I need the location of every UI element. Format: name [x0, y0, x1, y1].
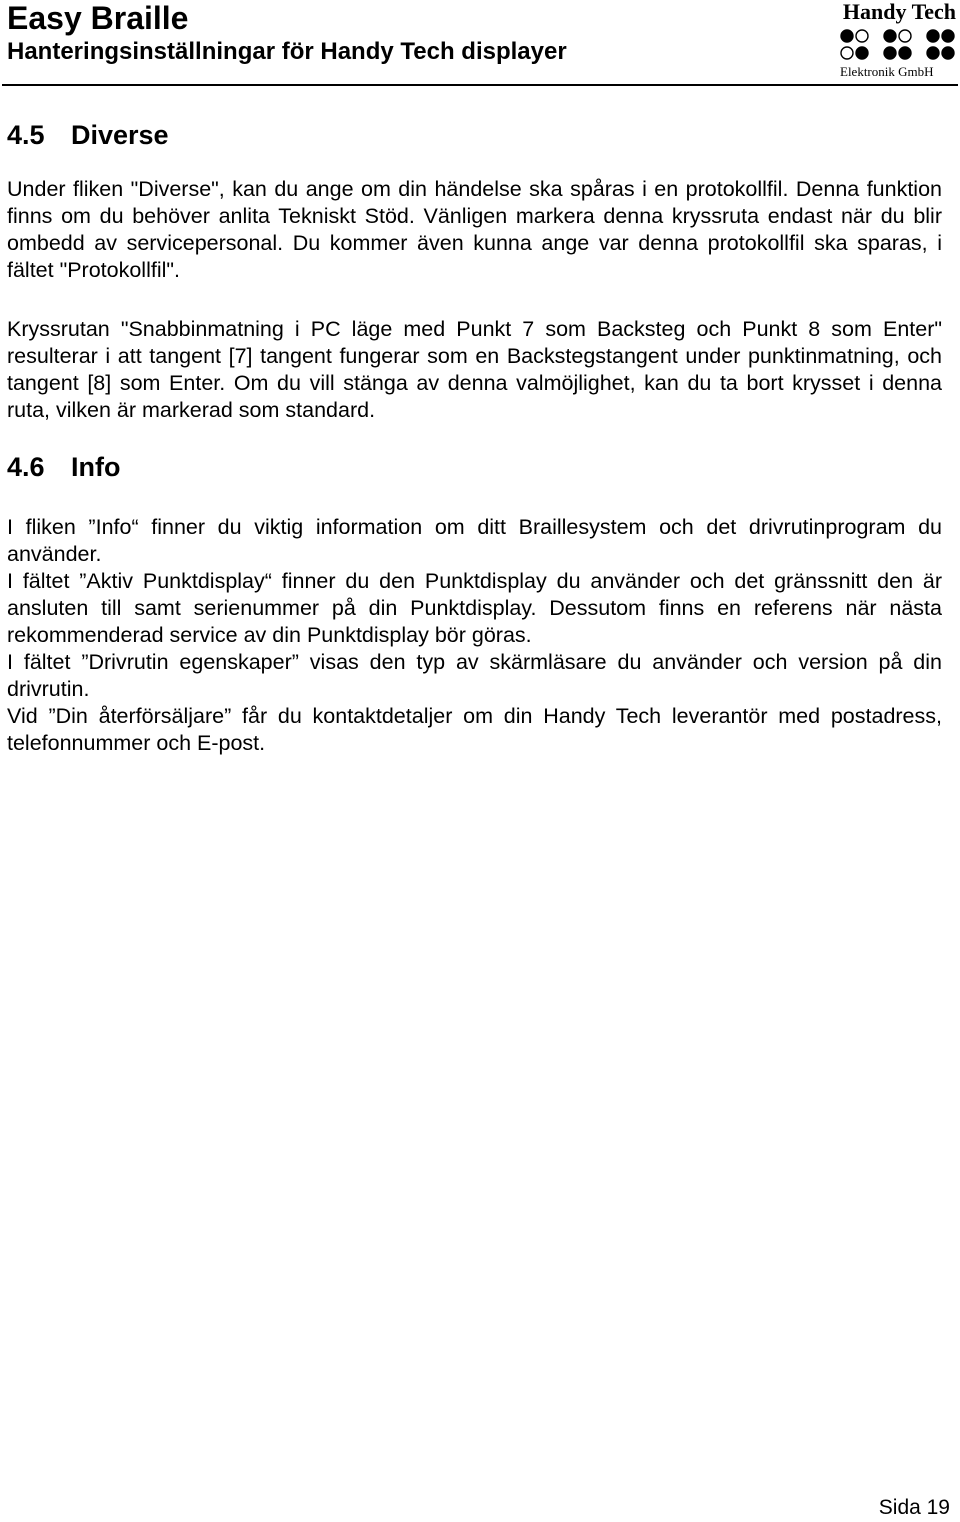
- section-heading-info: [7, 442, 942, 504]
- paragraph: I fliken ”Info“ finner du viktig information om ditt Braillesystem och det drivrutinprogram du använder.: [7, 515, 942, 566]
- logo-name: Handy Tech: [842, 0, 956, 24]
- page-header: [0, 0, 960, 86]
- braille-dots-logo-icon: [838, 28, 960, 62]
- paragraph: Vid ”Din återförsäljare” får du kontaktdetaljer om din Handy Tech leverantör med postadress, telefonnummer och E-post.: [7, 704, 942, 755]
- paragraph: Under fliken "Diverse", kan du ange om din händelse ska spåras i en protokollfil. Denna funktion finns om du behöver anlita Tekniskt Stöd. Vänligen markera denna kryssruta endast när du blir ombedd av servicepersonal. Du kommer även kunna ange var denna protokollfil ska sparas, i fältet "Protokollfil".: [7, 177, 942, 282]
- logo-company: Elektronik GmbH: [840, 64, 934, 79]
- document-subtitle: Hanteringsinställningar för Handy Tech displayer: [7, 38, 567, 65]
- handy-tech-logo: [838, 0, 960, 84]
- paragraph: I fältet ”Aktiv Punktdisplay“ finner du den Punktdisplay du använder och det gränssnitt den är ansluten till samt serienummer på din Punktdisplay. Dessutom finns en referens när nästa rekommenderad service av din Punktdisplay bör göras.: [7, 569, 942, 647]
- paragraph: Kryssrutan "Snabbinmatning i PC läge med Punkt 7 som Backsteg och Punkt 8 som Enter" resulterar i att tangent [7] tangent fungerar som en Backstegstangent under punktinmatning, och tangent [8] som Enter. Om du vill stänga av denna valmöjlighet, kan du ta bort krysset i denna ruta, vilken är markerad som standard.: [7, 317, 942, 422]
- page-content: [7, 110, 942, 757]
- document-title: Easy Braille: [7, 0, 189, 36]
- section-number: 4.6: [7, 452, 45, 482]
- page-number: Sida 19: [878, 1496, 950, 1519]
- section-number: 4.5: [7, 120, 45, 150]
- section-heading-diverse: [7, 110, 942, 160]
- header-divider: [2, 84, 958, 86]
- paragraph: I fältet ”Drivrutin egenskaper” visas den typ av skärmläsare du använder och version på din drivrutin.: [7, 650, 942, 701]
- section-title: Info: [71, 452, 121, 482]
- section-title: Diverse: [71, 120, 169, 150]
